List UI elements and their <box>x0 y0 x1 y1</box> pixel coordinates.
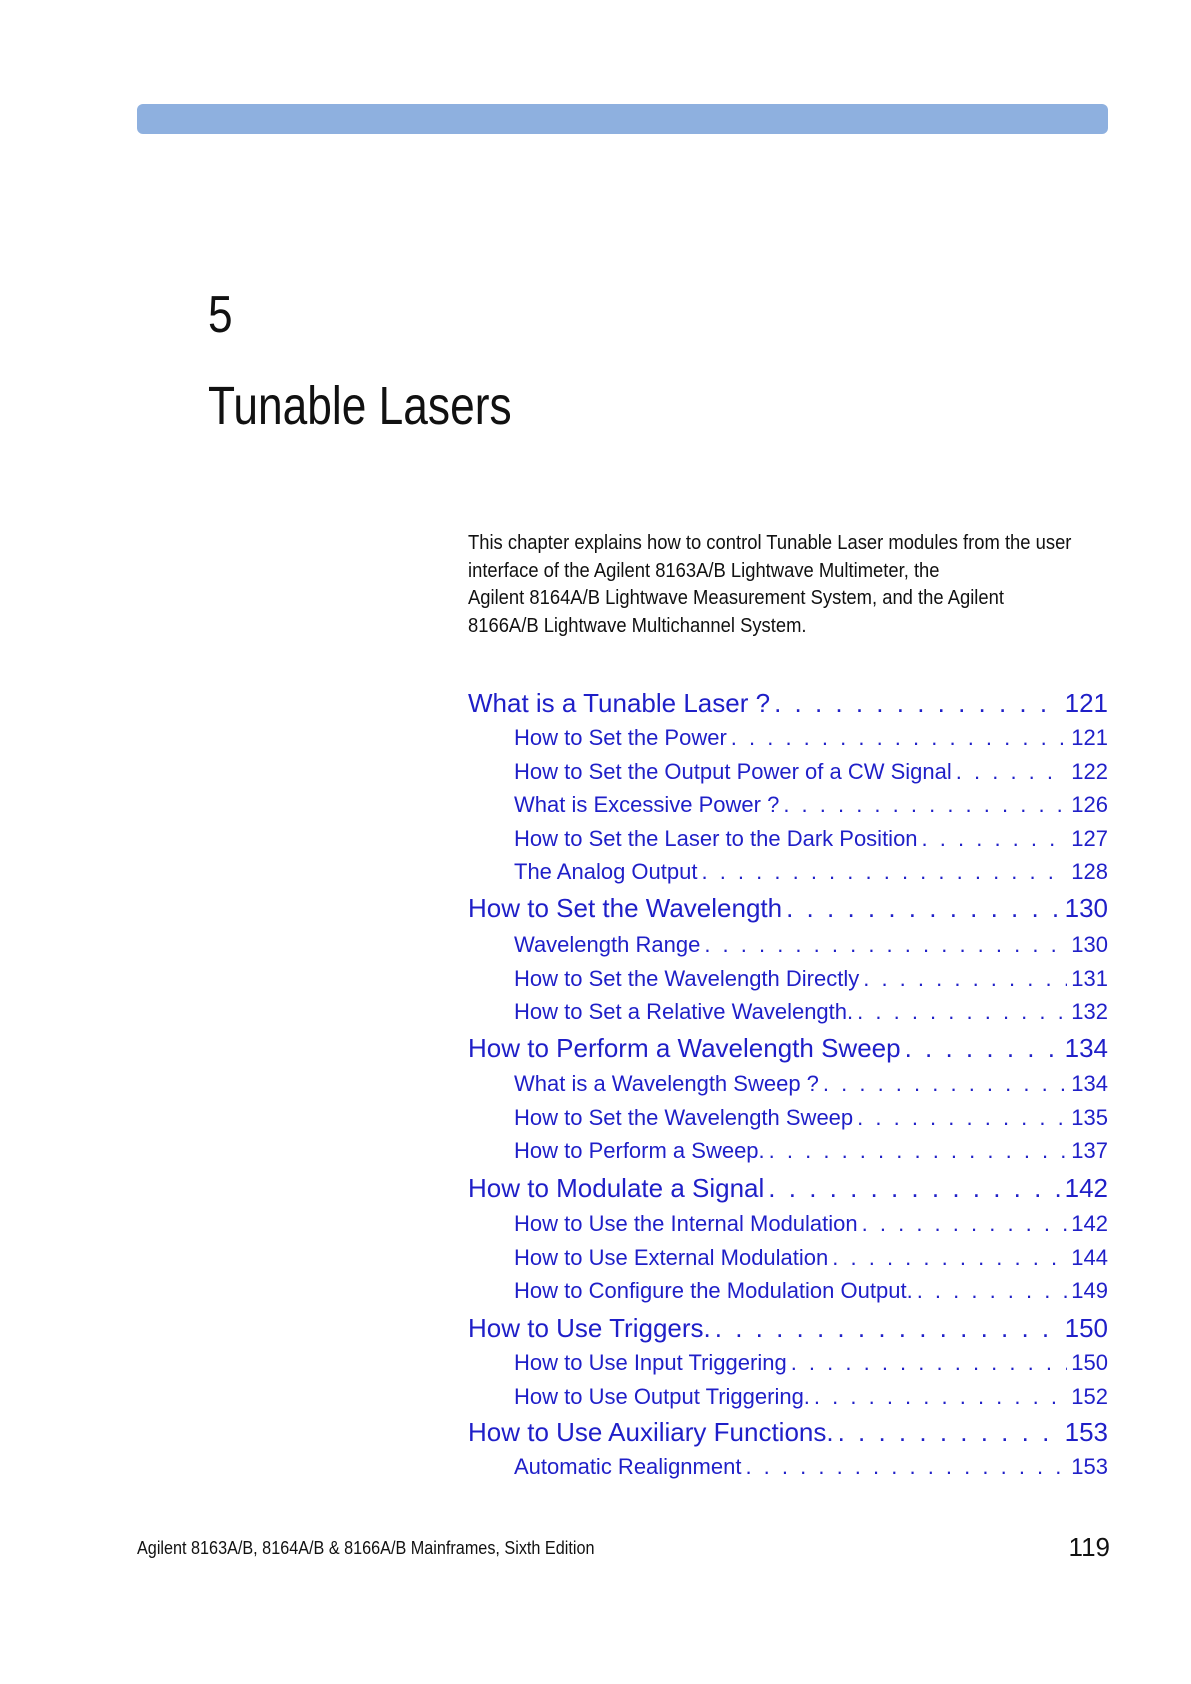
toc-entry-label: How to Set the Wavelength Sweep <box>514 1105 854 1130</box>
toc-section-link[interactable] <box>468 688 1108 724</box>
toc-entry-label: The Analog Output <box>514 859 698 884</box>
toc-subsection-link[interactable] <box>514 1138 1108 1170</box>
chapter-number: 5 <box>208 286 233 344</box>
toc-leader-dots <box>857 999 1067 1025</box>
toc-leader-dots <box>917 1278 1068 1304</box>
toc-leader-dots <box>832 1245 1067 1271</box>
toc-leader-dots <box>956 759 1068 785</box>
toc-entry-page: 121 <box>1071 725 1108 750</box>
toc-entry-page: 132 <box>1071 999 1108 1024</box>
toc-entry-label: What is a Wavelength Sweep ? <box>514 1071 819 1096</box>
toc-section-link[interactable] <box>468 1173 1108 1209</box>
toc-subsection-link[interactable] <box>514 1071 1108 1103</box>
toc-entry-page: 153 <box>1071 1454 1108 1479</box>
toc-subsection-link[interactable] <box>514 1454 1108 1486</box>
toc-leader-dots <box>786 893 1061 924</box>
toc-subsection-link[interactable] <box>514 1384 1108 1416</box>
toc-subsection-link[interactable] <box>514 759 1108 791</box>
toc-entry-label: Wavelength Range <box>514 932 701 957</box>
toc-entry-page: 135 <box>1071 1105 1108 1130</box>
toc-leader-dots <box>791 1350 1068 1376</box>
toc-entry-label: How to Set a Relative Wavelength. <box>514 999 854 1024</box>
toc-entry-page: 121 <box>1064 688 1108 718</box>
toc-entry-label: How to Use Triggers. <box>468 1313 711 1343</box>
page-number: 119 <box>1068 1532 1110 1562</box>
toc-entry-page: 126 <box>1071 792 1108 817</box>
toc-entry-label: What is a Tunable Laser ? <box>468 688 771 718</box>
toc-entry-label: How to Perform a Wavelength Sweep <box>468 1033 901 1063</box>
toc-leader-dots <box>774 688 1061 719</box>
toc-leader-dots <box>857 1105 1067 1131</box>
toc-entry-label: How to Use External Modulation <box>514 1245 829 1270</box>
toc-entry-page: 152 <box>1071 1384 1108 1409</box>
toc-leader-dots <box>745 1454 1067 1480</box>
toc-entry-page: 144 <box>1071 1245 1108 1270</box>
toc-entry-page: 150 <box>1064 1313 1108 1343</box>
toc-entry-page: 134 <box>1064 1033 1108 1063</box>
toc-leader-dots <box>838 1417 1061 1448</box>
toc-entry-page: 131 <box>1071 966 1108 991</box>
toc-entry-label: How to Use the Internal Modulation <box>514 1211 858 1236</box>
toc-subsection-link[interactable] <box>514 999 1108 1031</box>
toc-entry-page: 142 <box>1071 1211 1108 1236</box>
toc-subsection-link[interactable] <box>514 725 1108 757</box>
toc-entry-label: How to Set the Wavelength <box>468 893 783 923</box>
toc-leader-dots <box>783 792 1067 818</box>
toc-subsection-link[interactable] <box>514 792 1108 824</box>
toc-entry-label: How to Set the Laser to the Dark Position <box>514 826 918 851</box>
toc-leader-dots <box>701 859 1067 885</box>
toc-entry-label: How to Set the Output Power of a CW Signal <box>514 759 952 784</box>
toc-entry-label: How to Use Auxiliary Functions. <box>468 1417 834 1447</box>
toc-entry-page: 130 <box>1064 893 1108 923</box>
toc-entry-page: 127 <box>1071 826 1108 851</box>
toc-leader-dots <box>814 1384 1067 1410</box>
toc-entry-page: 149 <box>1071 1278 1108 1303</box>
toc-entry-page: 134 <box>1071 1071 1108 1096</box>
toc-entry-label: How to Perform a Sweep. <box>514 1138 765 1163</box>
toc-leader-dots <box>922 826 1068 852</box>
toc-subsection-link[interactable] <box>514 1350 1108 1382</box>
toc-leader-dots <box>715 1313 1061 1344</box>
toc-section-link[interactable] <box>468 1313 1108 1349</box>
toc-leader-dots <box>863 966 1067 992</box>
footer-title: Agilent 8163A/B, 8164A/B & 8166A/B Mainframes, Sixth Edition <box>137 1538 595 1558</box>
toc-section-link[interactable] <box>468 1033 1108 1069</box>
chapter-intro <box>468 530 1072 640</box>
toc-subsection-link[interactable] <box>514 1105 1108 1137</box>
toc-leader-dots <box>862 1211 1068 1237</box>
toc-entry-page: 128 <box>1071 859 1108 884</box>
toc-subsection-link[interactable] <box>514 966 1108 998</box>
toc-subsection-link[interactable] <box>514 1211 1108 1243</box>
toc-entry-page: 150 <box>1071 1350 1108 1375</box>
toc-leader-dots <box>704 932 1067 958</box>
toc-leader-dots <box>731 725 1068 751</box>
toc-section-link[interactable] <box>468 893 1108 929</box>
toc-subsection-link[interactable] <box>514 1245 1108 1277</box>
toc-entry-page: 130 <box>1071 932 1108 957</box>
toc-entry-page: 153 <box>1064 1417 1108 1447</box>
intro-line: Agilent 8164A/B Lightwave Measurement System, and the Agilent <box>468 587 1004 609</box>
header-bar <box>137 104 1108 134</box>
toc-leader-dots <box>905 1033 1061 1064</box>
toc-entry-label: How to Use Input Triggering <box>514 1350 787 1375</box>
toc-entry-label: How to Set the Wavelength Directly <box>514 966 860 991</box>
intro-line: 8166A/B Lightwave Multichannel System. <box>468 614 807 637</box>
toc-leader-dots <box>769 1138 1068 1164</box>
toc-entry-page: 122 <box>1071 759 1108 784</box>
toc-entry-label: How to Use Output Triggering. <box>514 1384 810 1409</box>
intro-line: This chapter explains how to control Tunable Laser modules from the user <box>468 532 1072 554</box>
toc-entry-label: Automatic Realignment <box>514 1454 742 1479</box>
toc-subsection-link[interactable] <box>514 859 1108 891</box>
toc-entry-page: 137 <box>1071 1138 1108 1163</box>
toc-entry-label: What is Excessive Power ? <box>514 792 780 817</box>
toc-entry-page: 142 <box>1064 1173 1108 1203</box>
toc-leader-dots <box>823 1071 1067 1097</box>
toc-entry-label: How to Modulate a Signal <box>468 1173 765 1203</box>
intro-line: interface of the Agilent 8163A/B Lightwave Multimeter, the <box>468 559 940 582</box>
toc-section-link[interactable] <box>468 1417 1108 1453</box>
toc-subsection-link[interactable] <box>514 826 1108 858</box>
toc-subsection-link[interactable] <box>514 932 1108 964</box>
toc-subsection-link[interactable] <box>514 1278 1108 1310</box>
chapter-title: Tunable Lasers <box>208 376 512 436</box>
toc-entry-label: How to Set the Power <box>514 725 727 750</box>
toc-leader-dots <box>768 1173 1060 1204</box>
toc-entry-label: How to Configure the Modulation Output. <box>514 1278 913 1303</box>
